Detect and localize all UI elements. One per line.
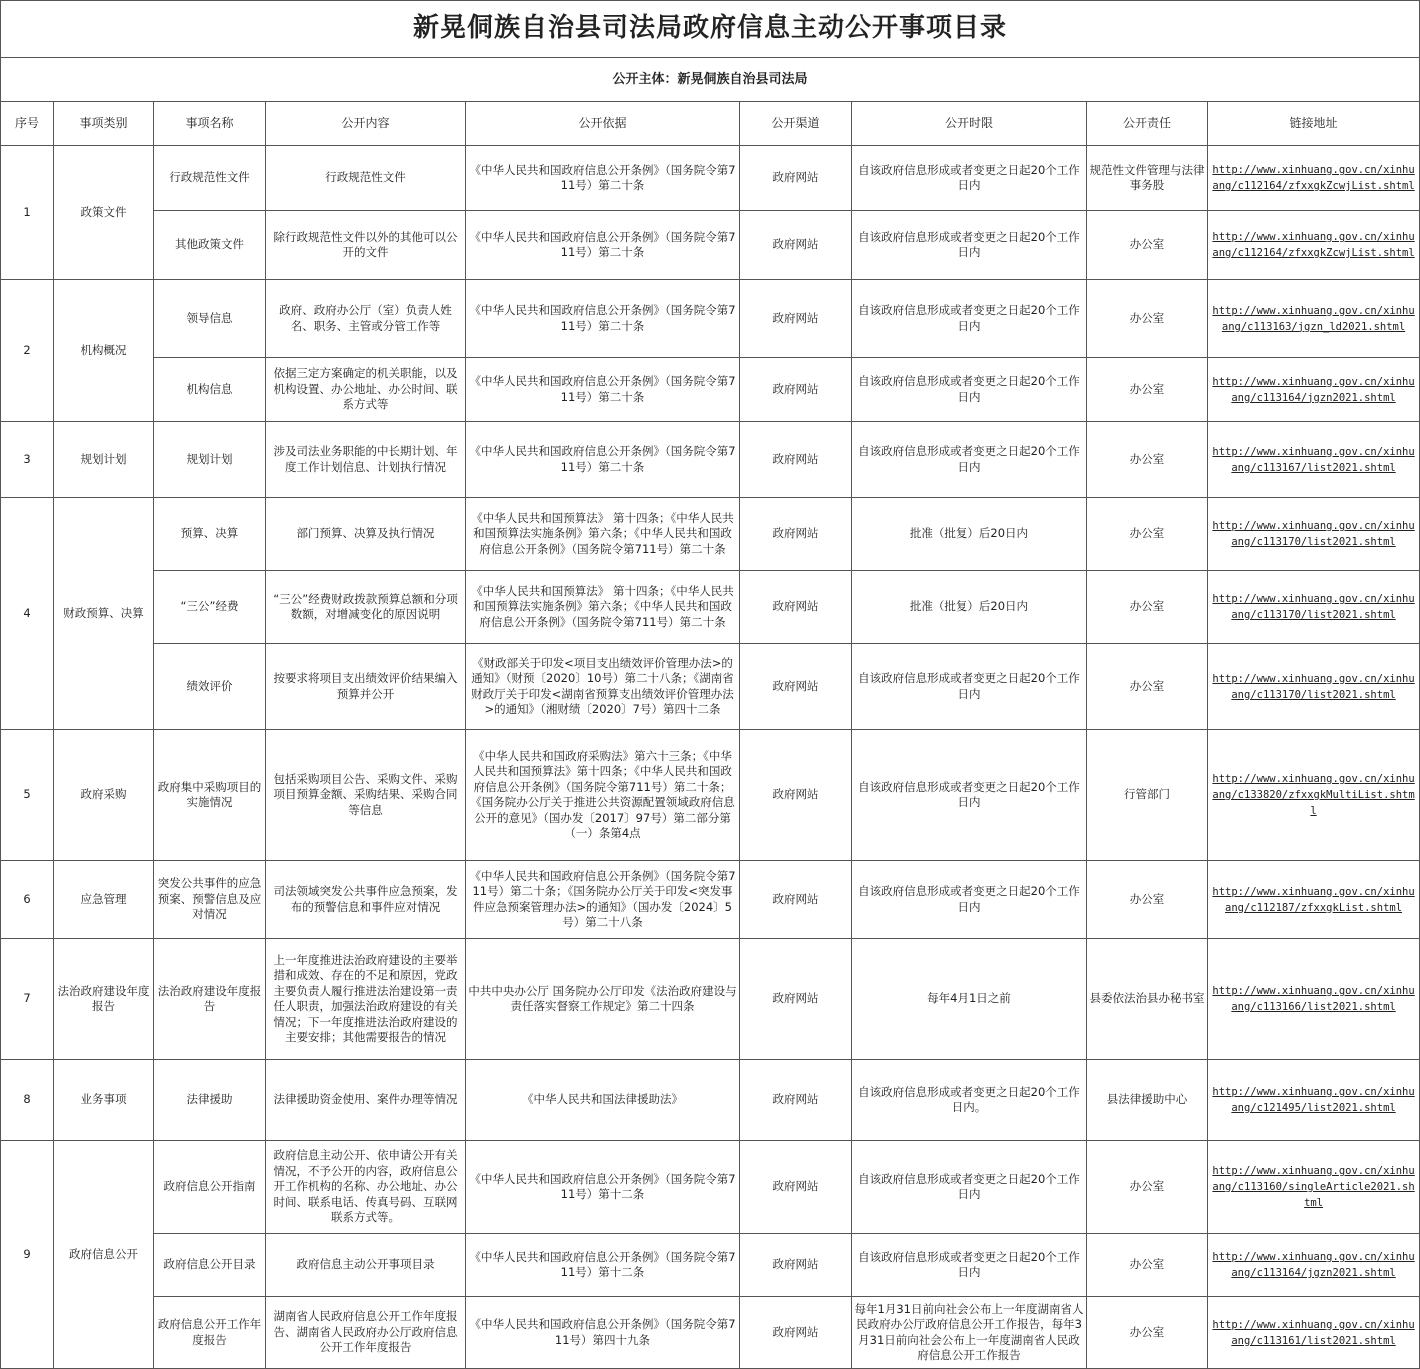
item-duty: 办公室 bbox=[1087, 422, 1208, 498]
item-duty: 行管部门 bbox=[1087, 730, 1208, 861]
header-name: 事项名称 bbox=[154, 102, 266, 146]
item-link[interactable]: http://www.xinhuang.gov.cn/xinhuang/c133820/zfxxgkMultiList.shtml bbox=[1212, 773, 1415, 817]
item-category: 业务事项 bbox=[54, 1060, 154, 1141]
header-link: 链接地址 bbox=[1208, 102, 1420, 146]
item-deadline: 自该政府信息形成或者变更之日起20个工作日内 bbox=[852, 861, 1087, 939]
table-row bbox=[1, 1297, 1420, 1369]
item-deadline: 自该政府信息形成或者变更之日起20个工作日内 bbox=[852, 358, 1087, 422]
table-row bbox=[1, 358, 1420, 422]
item-basis: 《中华人民共和国政府信息公开条例》（国务院令第711号）第二十条 bbox=[466, 422, 740, 498]
item-duty: 办公室 bbox=[1087, 861, 1208, 939]
item-basis: 《中华人民共和国预算法》 第十四条；《中华人民共和国预算法实施条例》第六条；《中华人民共和国政府信息公开条例》（国务院令第711号）第二十条 bbox=[466, 571, 740, 644]
item-duty: 办公室 bbox=[1087, 1141, 1208, 1234]
item-content: 政府信息主动公开、依申请公开有关情况，不予公开的内容，政府信息公开工作机构的名称、办公地址、办公时间、联系电话、传真号码、互联网联系方式等。 bbox=[266, 1141, 466, 1234]
item-link-cell bbox=[1208, 280, 1420, 358]
item-duty: 办公室 bbox=[1087, 280, 1208, 358]
item-duty: 办公室 bbox=[1087, 571, 1208, 644]
item-basis: 《中华人民共和国政府信息公开条例》（国务院令第711号）第十二条 bbox=[466, 1141, 740, 1234]
item-link[interactable]: http://www.xinhuang.gov.cn/xinhuang/c112187/zfxxgkList.shtml bbox=[1212, 885, 1415, 914]
header-no: 序号 bbox=[1, 102, 54, 146]
table-row bbox=[1, 422, 1420, 498]
item-channel: 政府网站 bbox=[740, 644, 852, 730]
table-row bbox=[1, 644, 1420, 730]
item-category: 机构概况 bbox=[54, 280, 154, 422]
item-deadline: 批准（批复）后20日内 bbox=[852, 498, 1087, 571]
item-name: 绩效评价 bbox=[154, 644, 266, 730]
item-category: 应急管理 bbox=[54, 861, 154, 939]
item-basis: 《中华人民共和国政府信息公开条例》（国务院令第711号）第四十九条 bbox=[466, 1297, 740, 1369]
header-content: 公开内容 bbox=[266, 102, 466, 146]
row-number: 3 bbox=[1, 422, 54, 498]
item-link[interactable]: http://www.xinhuang.gov.cn/xinhuang/c113164/jgzn2021.shtml bbox=[1212, 1251, 1415, 1279]
item-content: 法律援助资金使用、案件办理等情况 bbox=[266, 1060, 466, 1141]
item-name: 行政规范性文件 bbox=[154, 146, 266, 211]
table-row bbox=[1, 1141, 1420, 1234]
item-content: 政府、政府办公厅（室）负责人姓名、职务、主管或分管工作等 bbox=[266, 280, 466, 358]
item-channel: 政府网站 bbox=[740, 498, 852, 571]
item-basis: 《中华人民共和国政府信息公开条例》（国务院令第711号）第二十条 bbox=[466, 211, 740, 280]
item-link-cell bbox=[1208, 1297, 1420, 1369]
item-link[interactable]: http://www.xinhuang.gov.cn/xinhuang/c112164/zfxxgkZcwjList.shtml bbox=[1212, 164, 1415, 192]
item-link[interactable]: http://www.xinhuang.gov.cn/xinhuang/c113164/jgzn2021.shtml bbox=[1212, 375, 1415, 404]
item-name: 领导信息 bbox=[154, 280, 266, 358]
item-deadline: 批准（批复）后20日内 bbox=[852, 571, 1087, 644]
item-link[interactable]: http://www.xinhuang.gov.cn/xinhuang/c113163/jgzn_ld2021.shtml bbox=[1212, 304, 1415, 333]
item-channel: 政府网站 bbox=[740, 280, 852, 358]
row-number: 2 bbox=[1, 280, 54, 422]
item-link-cell bbox=[1208, 1060, 1420, 1141]
item-link-cell bbox=[1208, 939, 1420, 1060]
table-row bbox=[1, 1060, 1420, 1141]
item-link[interactable]: http://www.xinhuang.gov.cn/xinhuang/c113160/singleArticle2021.shtml bbox=[1212, 1165, 1415, 1209]
item-category: 法治政府建设年度报告 bbox=[54, 939, 154, 1060]
item-deadline: 每年1月31日前向社会公布上一年度湖南省人民政府办公厅政府信息公开工作报告，每年3月31日前向社会公布上一年度湖南省人民政府信息公开工作报告 bbox=[852, 1297, 1087, 1369]
table-row bbox=[1, 571, 1420, 644]
item-basis: 《中华人民共和国政府信息公开条例》（国务院令第711号）第十二条 bbox=[466, 1234, 740, 1297]
item-deadline: 自该政府信息形成或者变更之日起20个工作日内 bbox=[852, 146, 1087, 211]
item-basis: 《中华人民共和国政府信息公开条例》（国务院令第711号）第二十条 bbox=[466, 358, 740, 422]
item-link-cell bbox=[1208, 146, 1420, 211]
item-duty: 办公室 bbox=[1087, 1234, 1208, 1297]
item-deadline: 自该政府信息形成或者变更之日起20个工作日内 bbox=[852, 644, 1087, 730]
item-link[interactable]: http://www.xinhuang.gov.cn/xinhuang/c113161/list2021.shtml bbox=[1212, 1318, 1415, 1347]
item-category: 政策文件 bbox=[54, 146, 154, 280]
item-category: 规划计划 bbox=[54, 422, 154, 498]
item-duty: 办公室 bbox=[1087, 644, 1208, 730]
item-duty: 办公室 bbox=[1087, 1297, 1208, 1369]
item-link[interactable]: http://www.xinhuang.gov.cn/xinhuang/c112164/zfxxgkZcwjList.shtml bbox=[1212, 231, 1415, 259]
item-deadline: 自该政府信息形成或者变更之日起20个工作日内 bbox=[852, 211, 1087, 280]
item-name: 政府集中采购项目的实施情况 bbox=[154, 730, 266, 861]
item-link[interactable]: http://www.xinhuang.gov.cn/xinhuang/c113170/list2021.shtml bbox=[1212, 520, 1415, 548]
header-row bbox=[1, 102, 1420, 146]
page-title: 新晃侗族自治县司法局政府信息主动公开事项目录 bbox=[1, 1, 1420, 58]
item-content: 包括采购项目公告、采购文件、采购项目预算金额、采购结果、采购合同等信息 bbox=[266, 730, 466, 861]
item-content: 除行政规范性文件以外的其他可以公开的文件 bbox=[266, 211, 466, 280]
item-name: 机构信息 bbox=[154, 358, 266, 422]
item-channel: 政府网站 bbox=[740, 861, 852, 939]
row-number: 1 bbox=[1, 146, 54, 280]
item-basis: 《中华人民共和国政府采购法》第六十三条；《中华人民共和国预算法》第十四条；《中华人民共和国政府信息公开条例》（国务院令第711号）第二十条；《国务院办公厅关于推进公共资源配置领域政府信息公开的意见》（国办发〔2017〕97号）第二部分第（一）条第4点 bbox=[466, 730, 740, 861]
item-name: 法律援助 bbox=[154, 1060, 266, 1141]
item-channel: 政府网站 bbox=[740, 1297, 852, 1369]
item-link-cell bbox=[1208, 1234, 1420, 1297]
item-name: 政府信息公开工作年度报告 bbox=[154, 1297, 266, 1369]
item-duty: 规范性文件管理与法律事务股 bbox=[1087, 146, 1208, 211]
item-name: 规划计划 bbox=[154, 422, 266, 498]
item-name: 其他政策文件 bbox=[154, 211, 266, 280]
header-deadline: 公开时限 bbox=[852, 102, 1087, 146]
item-duty: 办公室 bbox=[1087, 211, 1208, 280]
item-link-cell bbox=[1208, 1141, 1420, 1234]
item-content: 湖南省人民政府信息公开工作年度报告、湖南省人民政府办公厅政府信息公开工作年度报告 bbox=[266, 1297, 466, 1369]
item-deadline: 自该政府信息形成或者变更之日起20个工作日内 bbox=[852, 730, 1087, 861]
item-basis: 《中华人民共和国政府信息公开条例》（国务院令第711号）第二十条 bbox=[466, 280, 740, 358]
item-link-cell bbox=[1208, 498, 1420, 571]
item-name: “三公”经费 bbox=[154, 571, 266, 644]
item-content: 行政规范性文件 bbox=[266, 146, 466, 211]
item-content: 依据三定方案确定的机关职能，以及机构设置、办公地址、办公时间、联系方式等 bbox=[266, 358, 466, 422]
item-duty: 办公室 bbox=[1087, 498, 1208, 571]
item-link[interactable]: http://www.xinhuang.gov.cn/xinhuang/c113166/list2021.shtml bbox=[1212, 985, 1415, 1013]
item-basis: 《中华人民共和国预算法》 第十四条；《中华人民共和国预算法实施条例》第六条；《中华人民共和国政府信息公开条例》（国务院令第711号）第二十条 bbox=[466, 498, 740, 571]
item-basis: 《中华人民共和国法律援助法》 bbox=[466, 1060, 740, 1141]
item-category: 政府采购 bbox=[54, 730, 154, 861]
table-row bbox=[1, 498, 1420, 571]
item-content: 部门预算、决算及执行情况 bbox=[266, 498, 466, 571]
table-row bbox=[1, 939, 1420, 1060]
item-name: 预算、决算 bbox=[154, 498, 266, 571]
table-row bbox=[1, 1234, 1420, 1297]
item-category: 财政预算、决算 bbox=[54, 498, 154, 730]
item-channel: 政府网站 bbox=[740, 358, 852, 422]
table-row bbox=[1, 146, 1420, 211]
row-number: 8 bbox=[1, 1060, 54, 1141]
item-deadline: 自该政府信息形成或者变更之日起20个工作日内 bbox=[852, 1141, 1087, 1234]
item-content: 上一年度推进法治政府建设的主要举措和成效、存在的不足和原因，党政主要负责人履行推进法治建设第一责任人职责，加强法治政府建设的有关情况；下一年度推进法治政府建设的主要安排；其他需要报告的情况 bbox=[266, 939, 466, 1060]
item-channel: 政府网站 bbox=[740, 211, 852, 280]
item-content: 政府信息主动公开事项目录 bbox=[266, 1234, 466, 1297]
item-link-cell bbox=[1208, 644, 1420, 730]
item-content: “三公”经费财政拨款预算总额和分项数额，对增减变化的原因说明 bbox=[266, 571, 466, 644]
item-link-cell bbox=[1208, 571, 1420, 644]
item-link[interactable]: http://www.xinhuang.gov.cn/xinhuang/c113170/list2021.shtml bbox=[1212, 672, 1415, 701]
item-content: 涉及司法业务职能的中长期计划、年度工作计划信息、计划执行情况 bbox=[266, 422, 466, 498]
item-channel: 政府网站 bbox=[740, 422, 852, 498]
row-number: 7 bbox=[1, 939, 54, 1060]
item-basis: 中共中央办公厅 国务院办公厅印发《法治政府建设与责任落实督察工作规定》第二十四条 bbox=[466, 939, 740, 1060]
item-channel: 政府网站 bbox=[740, 1234, 852, 1297]
item-deadline: 每年4月1日之前 bbox=[852, 939, 1087, 1060]
header-channel: 公开渠道 bbox=[740, 102, 852, 146]
item-channel: 政府网站 bbox=[740, 146, 852, 211]
item-channel: 政府网站 bbox=[740, 939, 852, 1060]
item-name: 政府信息公开指南 bbox=[154, 1141, 266, 1234]
item-link[interactable]: http://www.xinhuang.gov.cn/xinhuang/c113167/list2021.shtml bbox=[1212, 445, 1415, 474]
item-link-cell bbox=[1208, 211, 1420, 280]
item-link[interactable]: http://www.xinhuang.gov.cn/xinhuang/c121495/list2021.shtml bbox=[1212, 1086, 1415, 1114]
table-row bbox=[1, 861, 1420, 939]
item-link-cell bbox=[1208, 422, 1420, 498]
item-duty: 县法律援助中心 bbox=[1087, 1060, 1208, 1141]
item-basis: 《中华人民共和国政府信息公开条例》（国务院令第711号）第二十条 bbox=[466, 146, 740, 211]
item-channel: 政府网站 bbox=[740, 1141, 852, 1234]
item-content: 司法领域突发公共事件应急预案，发布的预警信息和事件应对情况 bbox=[266, 861, 466, 939]
item-deadline: 自该政府信息形成或者变更之日起20个工作日内 bbox=[852, 280, 1087, 358]
row-number: 9 bbox=[1, 1141, 54, 1369]
table-row bbox=[1, 211, 1420, 280]
header-basis: 公开依据 bbox=[466, 102, 740, 146]
item-name: 法治政府建设年度报告 bbox=[154, 939, 266, 1060]
item-deadline: 自该政府信息形成或者变更之日起20个工作日内 bbox=[852, 422, 1087, 498]
item-name: 突发公共事件的应急预案、预警信息及应对情况 bbox=[154, 861, 266, 939]
item-basis: 《财政部关于印发<项目支出绩效评价管理办法>的通知》（财预〔2020〕10号）第二十八条；《湖南省财政厅关于印发<湖南省预算支出绩效评价管理办法>的通知》（湘财绩〔2020〕7号）第四十二条 bbox=[466, 644, 740, 730]
item-link-cell bbox=[1208, 358, 1420, 422]
item-link[interactable]: http://www.xinhuang.gov.cn/xinhuang/c113170/list2021.shtml bbox=[1212, 593, 1415, 621]
item-content: 按要求将项目支出绩效评价结果编入预算并公开 bbox=[266, 644, 466, 730]
row-number: 6 bbox=[1, 861, 54, 939]
item-basis: 《中华人民共和国政府信息公开条例》（国务院令第711号）第二十条；《国务院办公厅关于印发<突发事件应急预案管理办法>的通知》（国办发〔2024〕5号）第二十八条 bbox=[466, 861, 740, 939]
item-link-cell bbox=[1208, 861, 1420, 939]
row-number: 4 bbox=[1, 498, 54, 730]
item-deadline: 自该政府信息形成或者变更之日起20个工作日内。 bbox=[852, 1060, 1087, 1141]
publisher-subtitle: 公开主体：新晃侗族自治县司法局 bbox=[1, 58, 1420, 102]
item-name: 政府信息公开目录 bbox=[154, 1234, 266, 1297]
table-row bbox=[1, 730, 1420, 861]
item-channel: 政府网站 bbox=[740, 571, 852, 644]
item-link-cell bbox=[1208, 730, 1420, 861]
item-channel: 政府网站 bbox=[740, 730, 852, 861]
item-deadline: 自该政府信息形成或者变更之日起20个工作日内 bbox=[852, 1234, 1087, 1297]
item-channel: 政府网站 bbox=[740, 1060, 852, 1141]
item-duty: 办公室 bbox=[1087, 358, 1208, 422]
header-duty: 公开责任 bbox=[1087, 102, 1208, 146]
item-duty: 县委依法治县办秘书室 bbox=[1087, 939, 1208, 1060]
item-category: 政府信息公开 bbox=[54, 1141, 154, 1369]
table-row bbox=[1, 280, 1420, 358]
row-number: 5 bbox=[1, 730, 54, 861]
header-category: 事项类别 bbox=[54, 102, 154, 146]
